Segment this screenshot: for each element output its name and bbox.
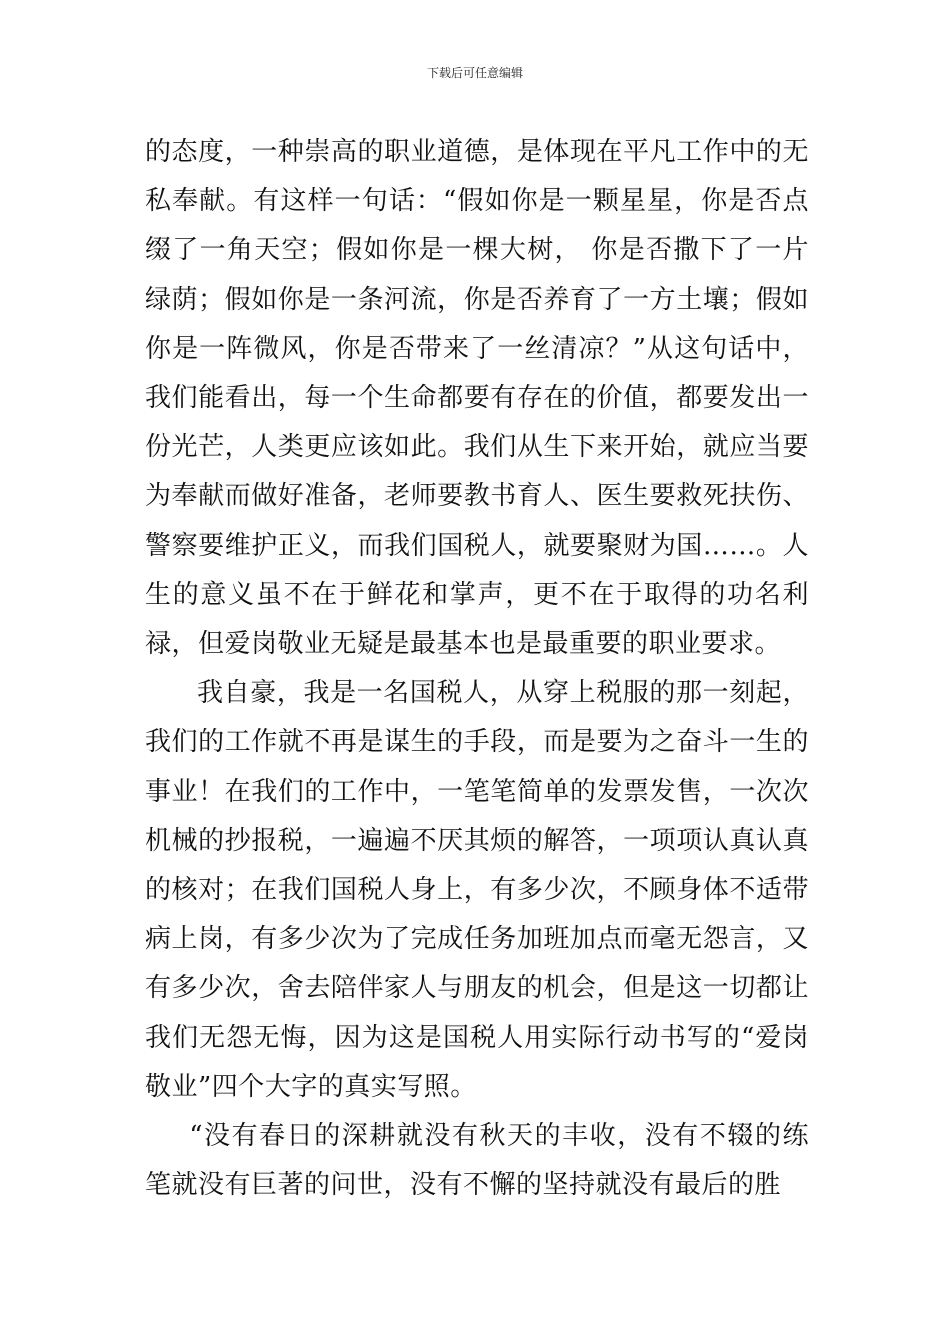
paragraph-2: 我自豪，我是一名国税人，从穿上税服的那一刻起，我们的工作就不再是谋生的手段，而是要为之奋斗一生的事业！在我们的工作中，一笔笔简单的发票发售，一次次机械的抄报税，一遍遍不厌其烦的解答，一项项认真认真的核对；在我们国税人身上，有多少次，不顾身体不适带病上岗，有多少次为了完成任务加班加点而毫无怨言，又有多少次，舍去陪伴家人与朋友的机会，但是这一切都让我们无怨无悔，因为这是国税人用实际行动书写的“爱岗敬业”四个大字的真实写照。 [145,678,809,1102]
page-header: 下载后可任意编辑 [426,66,523,80]
document-body [145,128,809,1210]
paragraph-3: “没有春日的深耕就没有秋天的丰收，没有不辍的练笔就没有巨著的问世，没有不懈的坚持就没有最后的胜 [145,1121,809,1201]
paragraph-1: 的态度，一种崇高的职业道德，是体现在平凡工作中的无私奉献。有这样一句话：“假如你是一颗星星，你是否点缀了一角天空；假如你是一棵大树， 你是否撒下了一片绿荫；假如你是一条河流，你是否养育了一方土壤；假如你是一阵微风，你是否带来了一丝清凉？”从这句话中，我们能看出，每一个生命都要有存在的价值，都要发出一份光芒，人类更应该如此。我们从生下来开始，就应当要为奉献而做好准备，老师要教书育人、医生要救死扶伤、警察要维护正义，而我们国税人，就要聚财为国……。人生的意义虽不在于鲜花和掌声，更不在于取得的功名利禄，但爱岗敬业无疑是最基本也是最重要的职业要求。 [145,137,809,660]
